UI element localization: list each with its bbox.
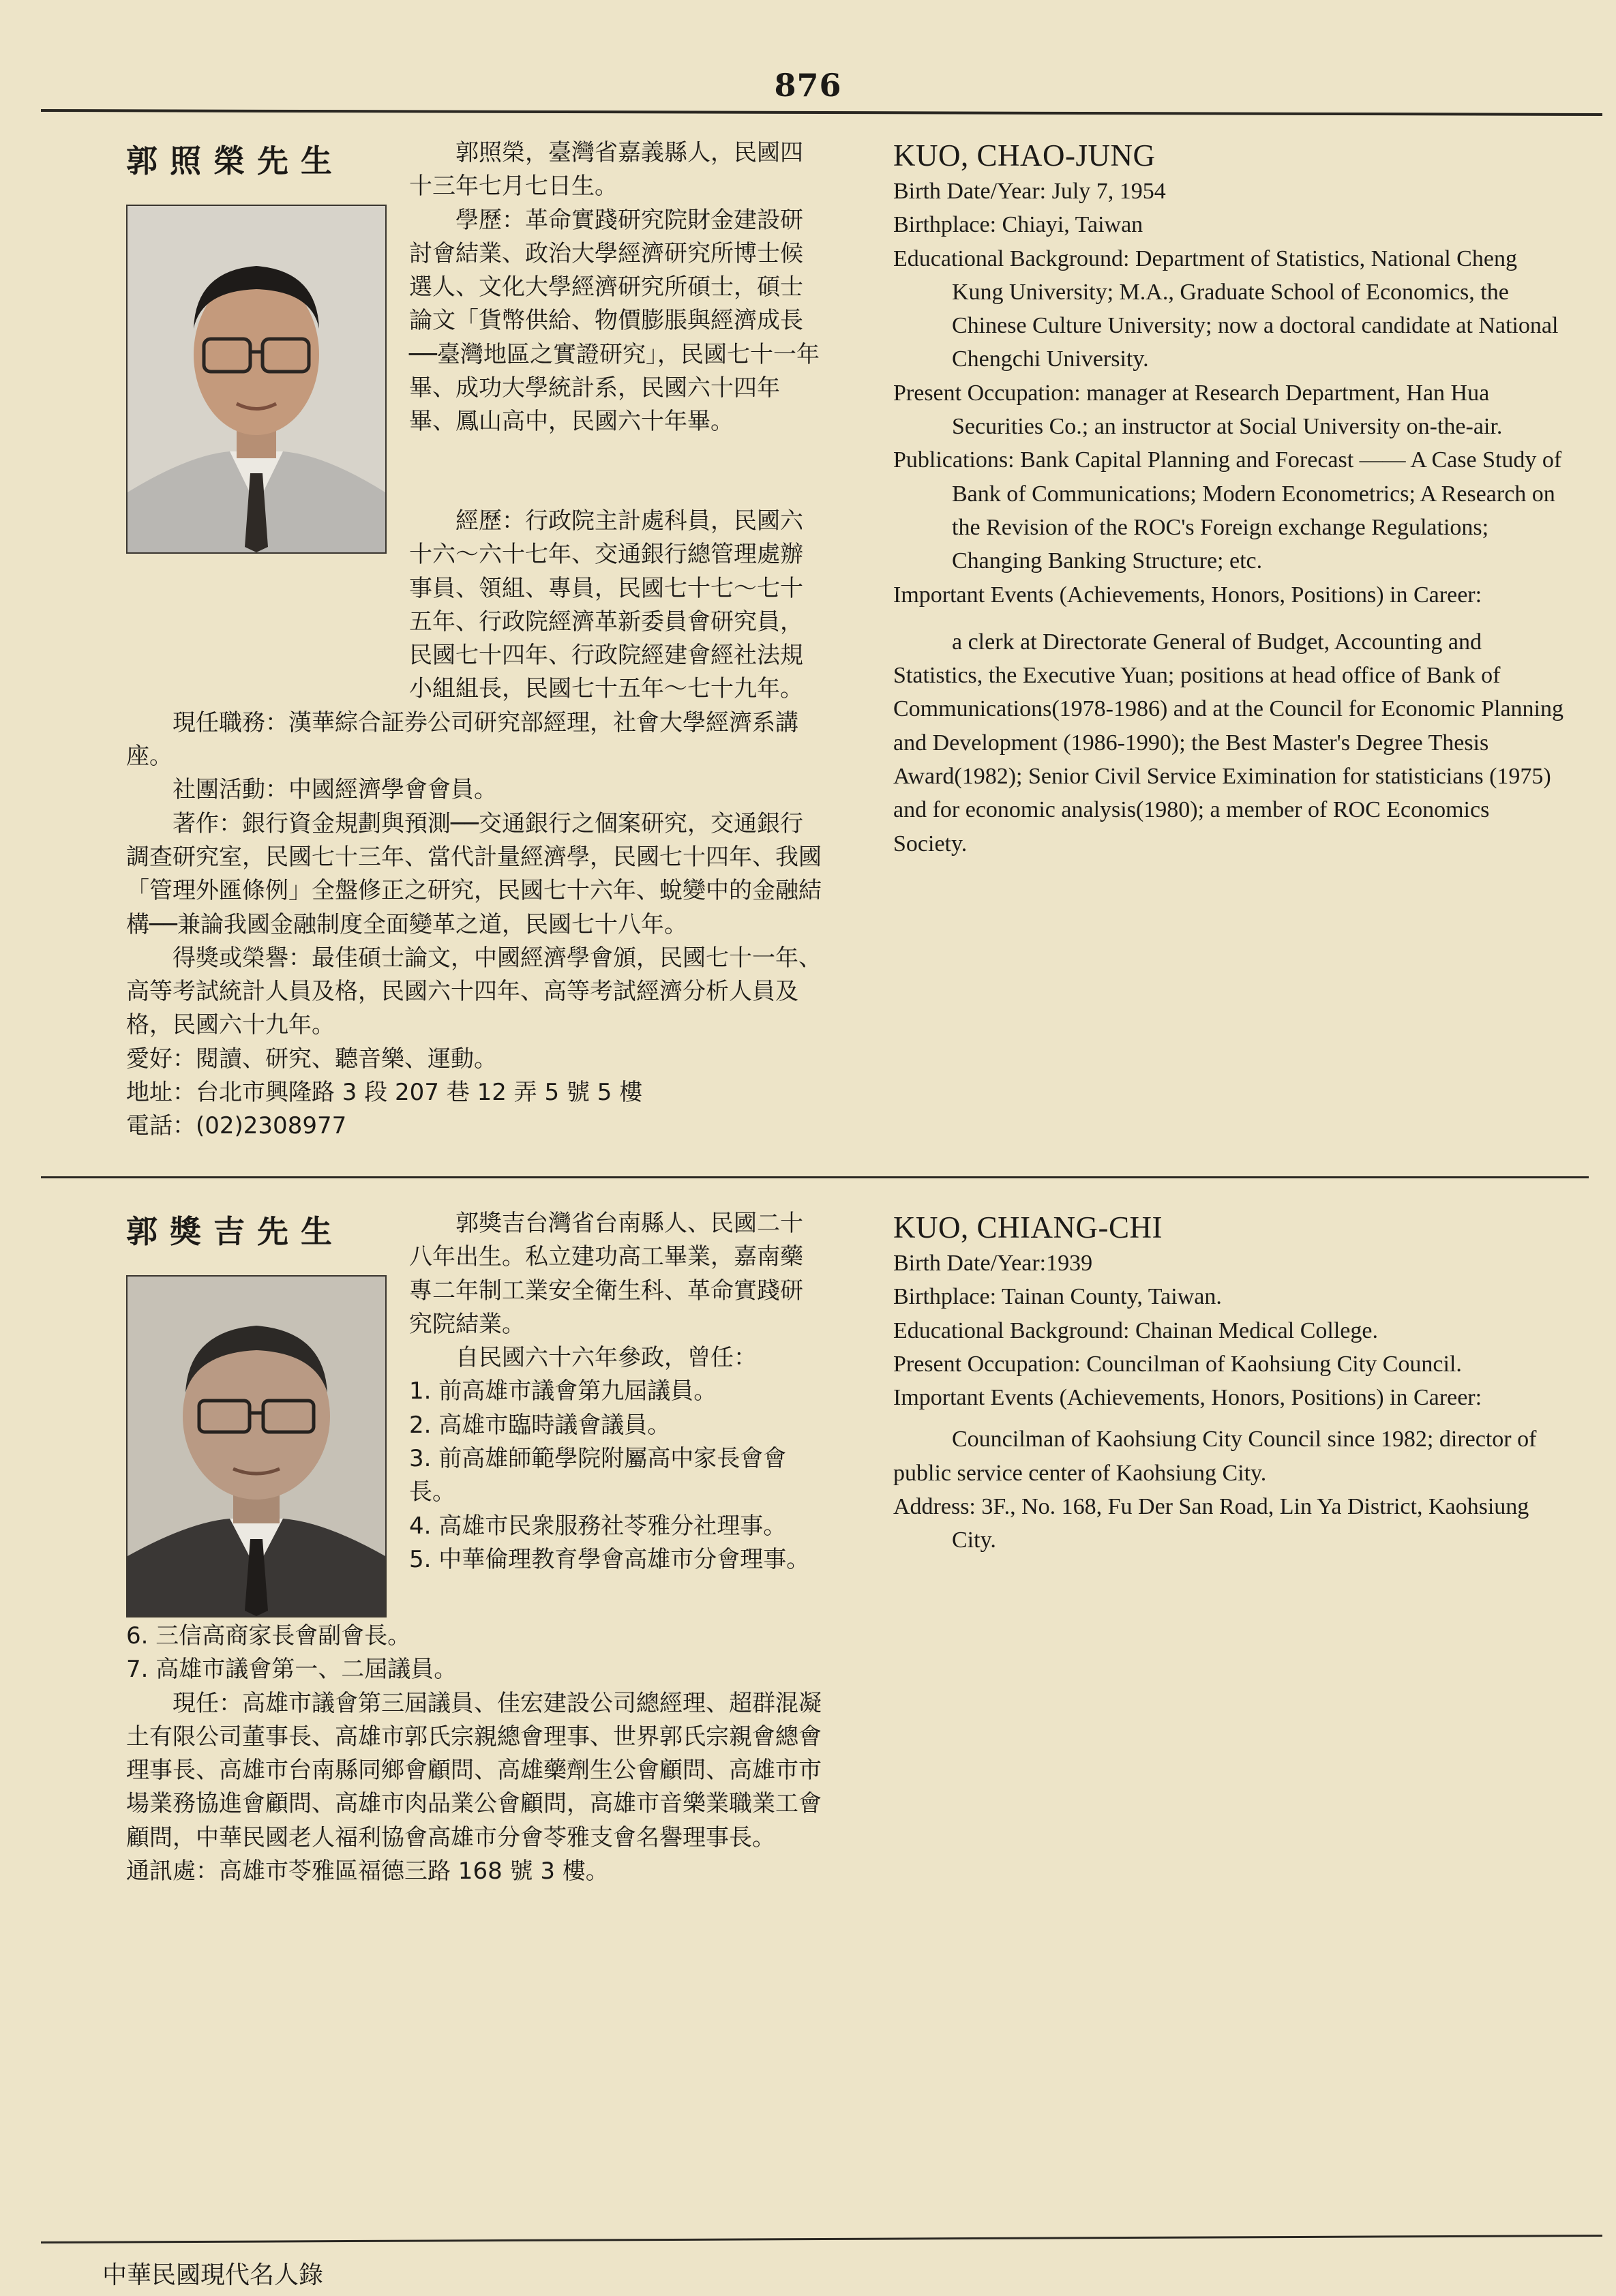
cn-address: 通訊處：高雄市苓雅區福德三路 168 號 3 樓。	[126, 1858, 609, 1885]
cn-paragraph: 愛好：閱讀、研究、聽音樂、運動。	[126, 1045, 497, 1073]
cn-list-item: 1. 前高雄市議會第九屆議員。	[409, 1377, 717, 1405]
en-address: Address: 3F., No. 168, Fu Der San Road, Lin Ya District, Kaohsiung City.	[893, 1494, 1529, 1553]
entry-divider	[41, 1176, 1589, 1178]
chinese-name: 郭獎吉先生	[126, 1213, 344, 1250]
cn-paragraph: 得獎或榮譽：最佳碩士論文，中國經濟學會頒，民國七十一年、高等考試統計人員及格，民國六十四年、高等考試經濟分析人員及格，民國六十九年。	[126, 944, 822, 1039]
footer-title: 中華民國現代名人錄	[102, 2261, 324, 2289]
en-field: Present Occupation: Councilman of Kaohsiung City Council.	[893, 1351, 1462, 1377]
cn-paragraph: 著作：銀行資金規劃與預測──交通銀行之個案研究，交通銀行調查研究室，民國七十三年、當代計量經濟學，民國七十四年、我國「管理外匯條例」全盤修正之研究，民國七十六年、蛻變中的金融結構──兼論我國金融制度全面變革之道，民國七十八年。	[126, 809, 822, 938]
portrait-illustration	[128, 1277, 385, 1616]
chinese-name: 郭照榮先生	[126, 143, 344, 179]
portrait-illustration	[128, 206, 385, 552]
cn-list-item: 2. 高雄市臨時議會議員。	[409, 1411, 671, 1439]
cn-list-item: 3. 前高雄師範學院附屬高中家長會會長。	[409, 1445, 787, 1506]
cn-paragraph: 郭獎吉台灣省台南縣人、民國二十八年出生。私立建功高工畢業，嘉南藥專二年制工業安全衛生科、革命實踐研究院結業。	[409, 1210, 803, 1338]
en-field: Birth Date/Year:1939	[893, 1251, 1093, 1276]
english-name: KUO, CHAO-JUNG	[893, 138, 1156, 173]
english-name: KUO, CHIANG-CHI	[893, 1210, 1163, 1244]
english-bio	[893, 1210, 1568, 1557]
en-field: Important Events (Achievements, Honors, Positions) in Career:	[893, 582, 1482, 608]
chinese-bio-top	[409, 1207, 825, 1577]
chinese-bio-bottom	[126, 505, 825, 1144]
en-field: Birthplace: Tainan County, Taiwan.	[893, 1284, 1222, 1310]
cn-phone: 電話：(02)2308977	[126, 1112, 347, 1140]
top-rule	[41, 109, 1602, 116]
cn-paragraph: 社團活動：中國經濟學會會員。	[173, 776, 497, 804]
cn-paragraph: 經歷：行政院主計處科員，民國六十六～六十七年、交通銀行總管理處辦事員、領組、專員，民國七十七～七十五年、行政院經濟革新委員會研究員，民國七十四年、行政院經建會經社法規小組組長，民國七十五年～七十九年。	[409, 507, 803, 703]
cn-paragraph: 郭照榮，臺灣省嘉義縣人，民國四十三年七月七日生。	[409, 139, 803, 200]
en-paragraph: Councilman of Kaohsiung City Council since 1982; director of public service center of Kaohsiung City.	[893, 1427, 1537, 1486]
cn-list-item: 4. 高雄市民衆服務社苓雅分社理事。	[409, 1512, 787, 1540]
portrait-photo	[126, 1275, 387, 1617]
en-field: Present Occupation: manager at Research Department, Han Hua Securities Co.; an instructor at Social University on-the-air.	[893, 380, 1503, 440]
entry-kuo-chiang-chi	[0, 1200, 1616, 2223]
en-field: Birth Date/Year: July 7, 1954	[893, 179, 1166, 204]
en-field: Educational Background: Chainan Medical College.	[893, 1317, 1378, 1343]
en-field: Important Events (Achievements, Honors, Positions) in Career:	[893, 1385, 1482, 1411]
en-field: Educational Background: Department of Statistics, National Cheng Kung University; M.A., Graduate School of Economics, the Chinese Culture University; now a doctoral candidate at National Chengchi University.	[893, 245, 1559, 372]
cn-paragraph: 學歷：革命實踐研究院財金建設研討會結業、政治大學經濟研究所博士候選人、文化大學經濟研究所碩士，碩士論文「貨幣供給、物價膨脹與經濟成長──臺灣地區之實證研究」，民國七十一年畢、成功大學統計系，民國六十四年畢、鳳山高中，民國六十年畢。	[409, 206, 820, 436]
entry-kuo-chao-jung	[0, 130, 1616, 1152]
cn-paragraph: 現任職務：漢華綜合証券公司研究部經理，社會大學經濟系講座。	[126, 709, 798, 771]
chinese-bio-top	[409, 136, 825, 439]
page-number: 876	[774, 67, 842, 104]
english-bio	[893, 138, 1568, 861]
cn-list-item: 5. 中華倫理教育學會高雄市分會理事。	[409, 1545, 810, 1573]
cn-paragraph: 自民國六十六年參政，曾任：	[455, 1344, 757, 1372]
cn-list-item: 6. 三信高商家長會副會長。	[126, 1622, 411, 1650]
bottom-rule	[41, 2235, 1602, 2243]
cn-paragraph: 現任：高雄市議會第三屆議員、佳宏建設公司總經理、超群混凝土有限公司董事長、高雄市郭氏宗親總會理事、世界郭氏宗親會總會理事長、高雄市台南縣同鄉會顧問、高雄藥劑生公會顧問、高雄市市場業務協進會顧問、高雄市肉品業公會顧問，高雄市音樂業職業工會顧問，中華民國老人福利協會高雄市分會苓雅支會名譽理事長。	[126, 1689, 822, 1851]
chinese-bio-bottom	[126, 1620, 825, 1888]
cn-address: 地址：台北市興隆路 3 段 207 巷 12 弄 5 號 5 樓	[126, 1079, 643, 1107]
en-field: Birthplace: Chiayi, Taiwan	[893, 212, 1143, 238]
en-paragraph: a clerk at Directorate General of Budget, Accounting and Statistics, the Executive Yuan; positions at head office of Bank of Communications(1978-1986) and at the Council for Economic Planning and Development (1986-1990); the Best Master's Degree Thesis Award(1982); Senior Civil Service Eximination for statisticians (1975) and for economic analysis(1980); a member of ROC Economics Society.	[893, 629, 1563, 856]
portrait-photo	[126, 205, 387, 554]
en-field: Publications: Bank Capital Planning and Forecast —— A Case Study of Bank of Communications; Modern Econometrics; A Research on the Revision of the ROC's Foreign exchange Regulations; Changing Banking Structure; etc.	[893, 447, 1562, 574]
cn-list-item: 7. 高雄市議會第一、二屆議員。	[126, 1656, 458, 1684]
